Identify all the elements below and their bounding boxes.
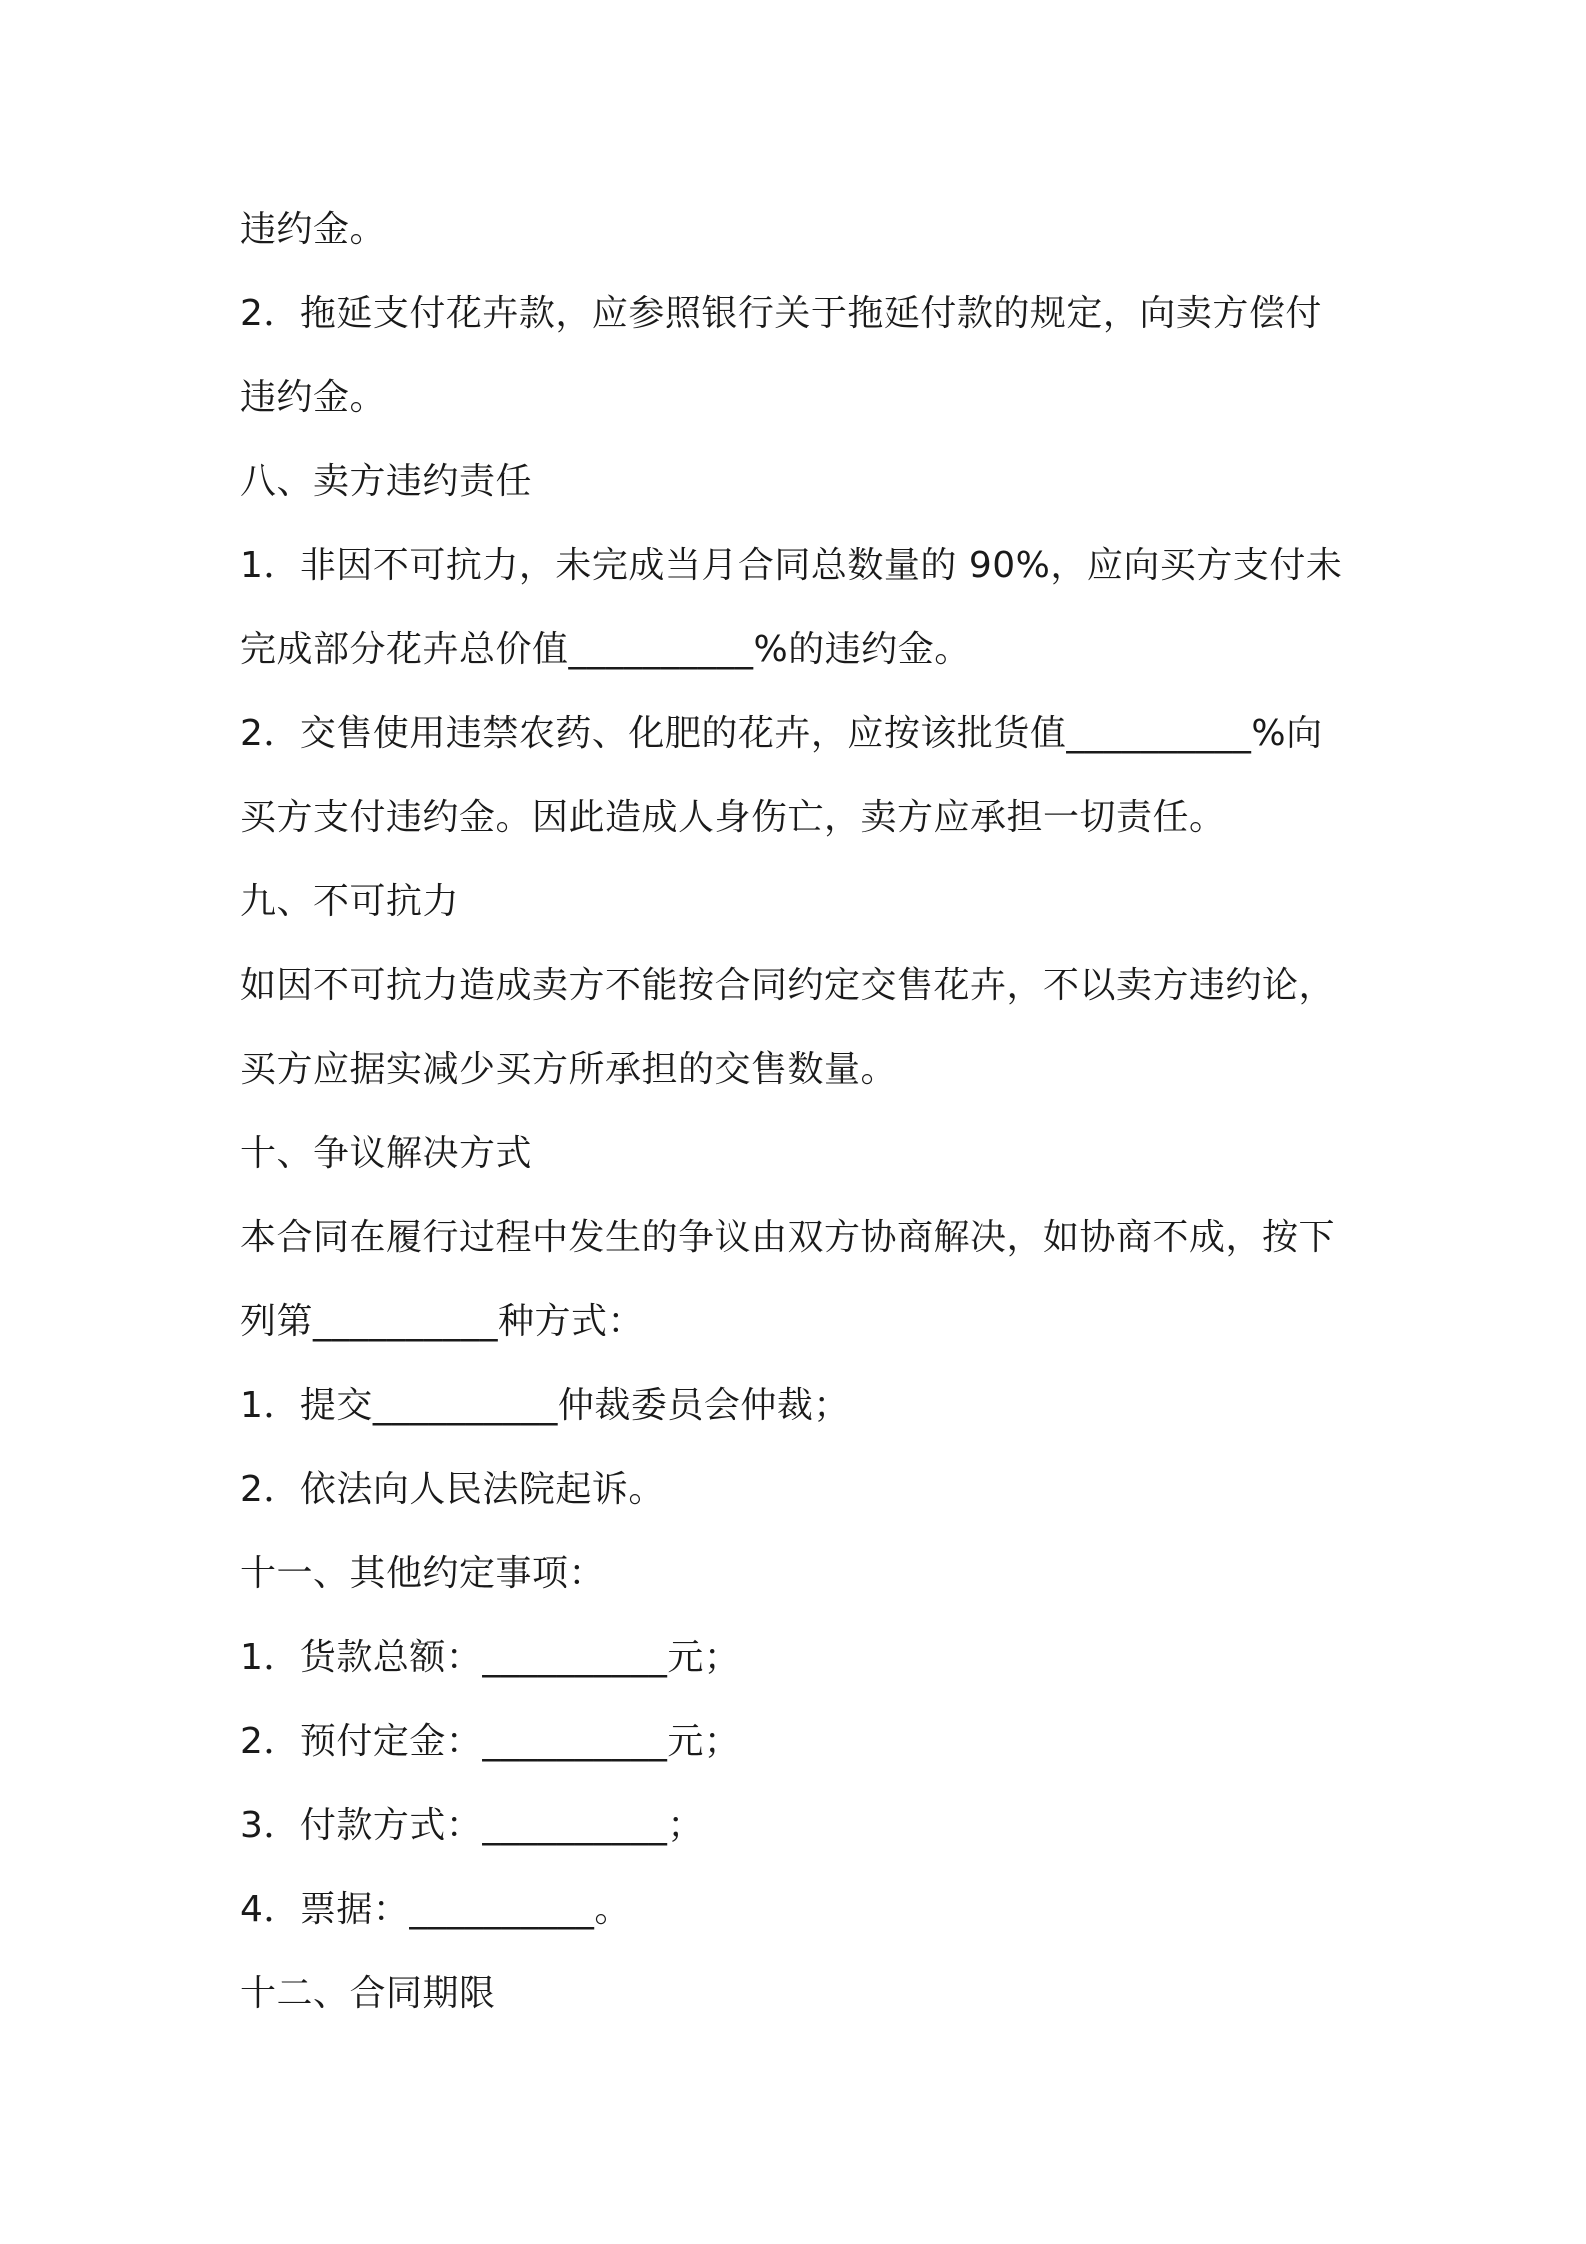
text-line-continuation: 买方应据实减少买方所承担的交售数量。: [240, 1049, 898, 1090]
text-line-clause: 4．票据：__________。: [240, 1889, 631, 1930]
text-line-clause: 1．提交__________仲裁委员会仲裁；: [240, 1385, 850, 1426]
section-heading-seller-liability: 八、卖方违约责任: [240, 461, 533, 502]
text-line-paragraph: 本合同在履行过程中发生的争议由双方协商解决，如协商不成，按下: [240, 1217, 1336, 1258]
document-body: [240, 198, 1360, 2046]
section-heading-other-terms: 十一、其他约定事项：: [240, 1553, 606, 1594]
text-line-clause: 2．交售使用违禁农药、化肥的花卉，应按该批货值__________%向: [240, 713, 1323, 754]
section-heading-dispute-resolution: 十、争议解决方式: [240, 1133, 533, 1174]
section-heading-contract-term: 十二、合同期限: [240, 1973, 496, 2014]
text-line-clause: 2．预付定金：__________元；: [240, 1721, 741, 1762]
text-line-continuation: 完成部分花卉总价值__________%的违约金。: [240, 629, 971, 670]
text-line-clause: 2．拖延支付花卉款，应参照银行关于拖延付款的规定，向卖方偿付: [240, 293, 1322, 334]
text-line-clause: 1．货款总额：__________元；: [240, 1637, 741, 1678]
text-line-continuation: 买方支付违约金。因此造成人身伤亡，卖方应承担一切责任。: [240, 797, 1226, 838]
text-line-clause: 2．依法向人民法院起诉。: [240, 1469, 665, 1510]
text-line-paragraph: 如因不可抗力造成卖方不能按合同约定交售花卉，不以卖方违约论，: [240, 965, 1336, 1006]
section-heading-force-majeure: 九、不可抗力: [240, 881, 460, 922]
text-line-continuation: 违约金。: [240, 377, 387, 418]
text-line-continuation: 列第__________种方式：: [240, 1301, 645, 1342]
text-line-clause: 1．非因不可抗力，未完成当月合同总数量的 90%，应向买方支付未: [240, 545, 1343, 586]
text-line-clause: 3．付款方式：__________；: [240, 1805, 704, 1846]
text-line-continuation: 违约金。: [240, 209, 387, 250]
